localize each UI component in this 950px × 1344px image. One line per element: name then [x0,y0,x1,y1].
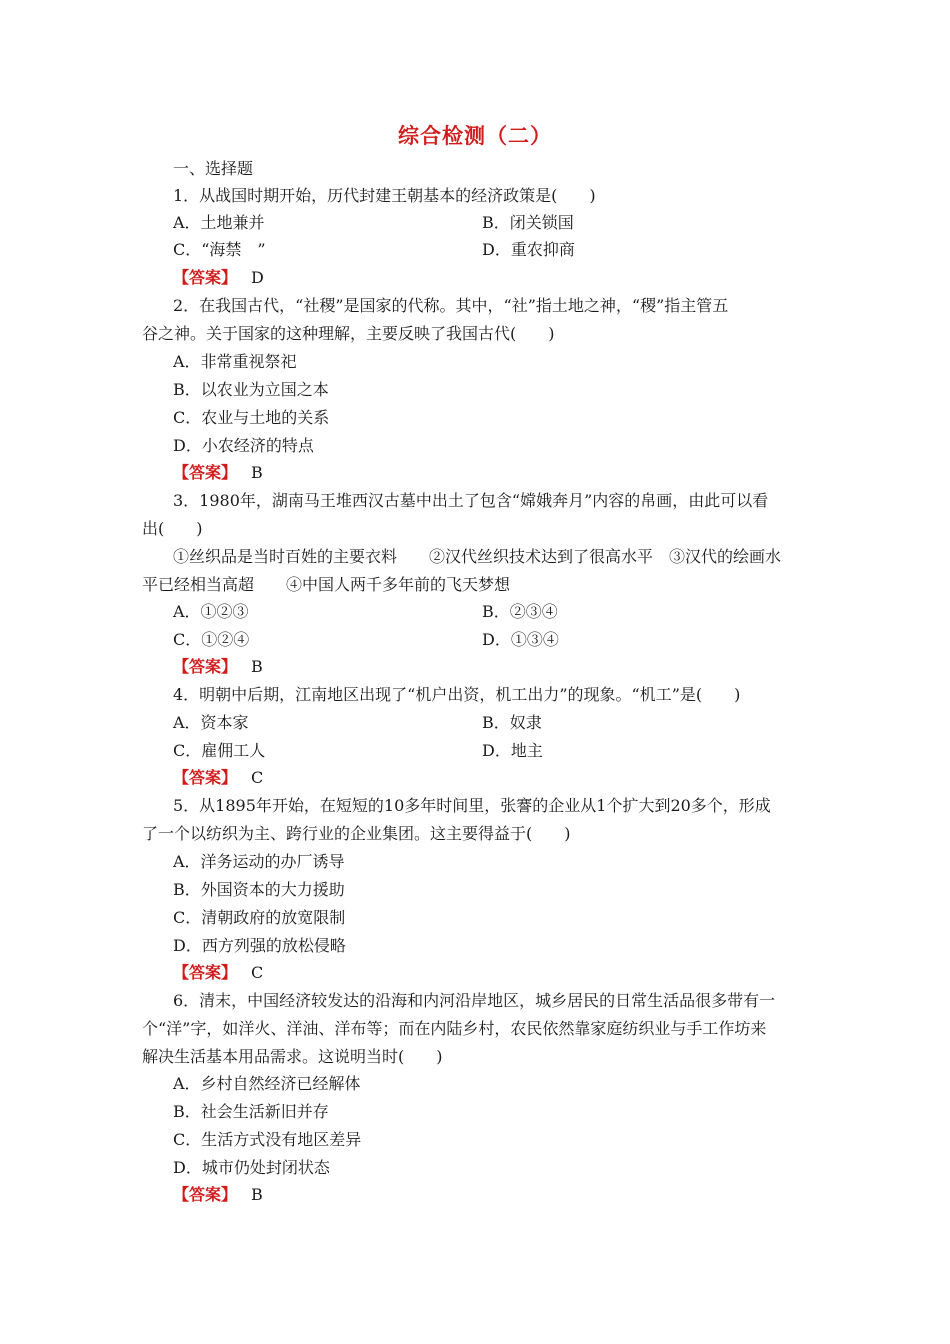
question-5-stem: 5．从1895年开始，在短短的10多年时间里，张謇的企业从1个扩大到20多个，形成 [173,796,771,815]
question-4-option-c: C．雇佣工人 [173,741,266,760]
question-1-stem: 1．从战国时期开始，历代封建王朝基本的经济政策是( ) [173,186,596,205]
answer-value: C [251,963,264,982]
question-2-option-a: A．非常重视祭祀 [173,352,297,371]
answer-value: B [251,463,263,482]
question-1-option-c: C．“海禁 ” [173,240,266,259]
question-3-option-c: C．①②④ [173,630,250,649]
question-5-option-b: B．外国资本的大力援助 [173,880,345,899]
question-6-option-c: C．生活方式没有地区差异 [173,1130,362,1149]
question-2-option-d: D．小农经济的特点 [173,436,314,455]
question-6-option-a: A．乡村自然经济已经解体 [173,1074,361,1093]
question-1-option-d: D．重农抑商 [482,240,575,259]
question-4-option-d: D．地主 [482,741,543,760]
question-4-option-b: B．奴隶 [482,713,542,732]
answer-label: 【答案】 [173,768,238,787]
question-4-answer [173,764,853,792]
question-6-stem-cont-2: 解决生活基本用品需求。这说明当时( ) [142,1047,443,1066]
question-2-stem-cont: 谷之神。关于国家的这种理解，主要反映了我国古代( ) [142,324,555,343]
question-5-option-c: C．清朝政府的放宽限制 [173,908,346,927]
question-6-option-b: B．社会生活新旧并存 [173,1102,329,1121]
answer-value: B [251,1185,263,1204]
question-2-answer [173,459,853,487]
question-3-statements: ①丝织品是当时百姓的主要衣料 ②汉代丝织技术达到了很高水平 ③汉代的绘画水 [173,547,782,566]
question-3-option-a: A．①②③ [173,602,249,621]
question-6-stem-cont: 个“洋”字，如洋火、洋油、洋布等；而在内陆乡村，农民依然靠家庭纺织业与手工作坊来 [142,1019,767,1038]
question-2-option-c: C．农业与土地的关系 [173,408,330,427]
question-4-option-a: A．资本家 [173,713,249,732]
answer-label: 【答案】 [173,268,238,287]
question-6-option-d: D．城市仍处封闭状态 [173,1158,330,1177]
answer-label: 【答案】 [173,657,238,676]
section-heading: 一、选择题 [173,159,254,178]
question-4-stem: 4．明朝中后期，江南地区出现了“机户出资，机工出力”的现象。“机工”是( ) [173,685,741,704]
question-5-answer [173,959,853,987]
question-5-option-d: D．西方列强的放松侵略 [173,936,346,955]
page-title: 综合检测（二） [398,123,552,148]
question-1-option-a: A．土地兼并 [173,213,265,232]
question-2-stem: 2．在我国古代，“社稷”是国家的代称。其中，“社”指土地之神，“稷”指主管五 [173,296,729,315]
answer-value: B [251,657,263,676]
question-3-option-d: D．①③④ [482,630,559,649]
question-1-option-b: B．闭关锁国 [482,213,574,232]
question-3-stem-cont: 出( ) [142,519,203,538]
question-5-option-a: A．洋务运动的办厂诱导 [173,852,345,871]
question-3-option-b: B．②③④ [482,602,558,621]
answer-label: 【答案】 [173,963,238,982]
question-3-stem: 3．1980年，湖南马王堆西汉古墓中出土了包含“嫦娥奔月”内容的帛画，由此可以看 [173,491,769,510]
answer-value: D [251,268,264,287]
question-6-stem: 6．清末，中国经济较发达的沿海和内河沿岸地区，城乡居民的日常生活品很多带有一 [173,991,776,1010]
question-2-option-b: B．以农业为立国之本 [173,380,329,399]
answer-label: 【答案】 [173,1185,238,1204]
question-6-answer [173,1181,853,1209]
question-1-answer [173,264,853,292]
question-3-statements-cont: 平已经相当高超 ④中国人两千多年前的飞天梦想 [142,575,511,594]
question-5-stem-cont: 了一个以纺织为主、跨行业的企业集团。这主要得益于( ) [142,824,571,843]
answer-value: C [251,768,264,787]
question-3-answer [173,653,853,681]
answer-label: 【答案】 [173,463,238,482]
